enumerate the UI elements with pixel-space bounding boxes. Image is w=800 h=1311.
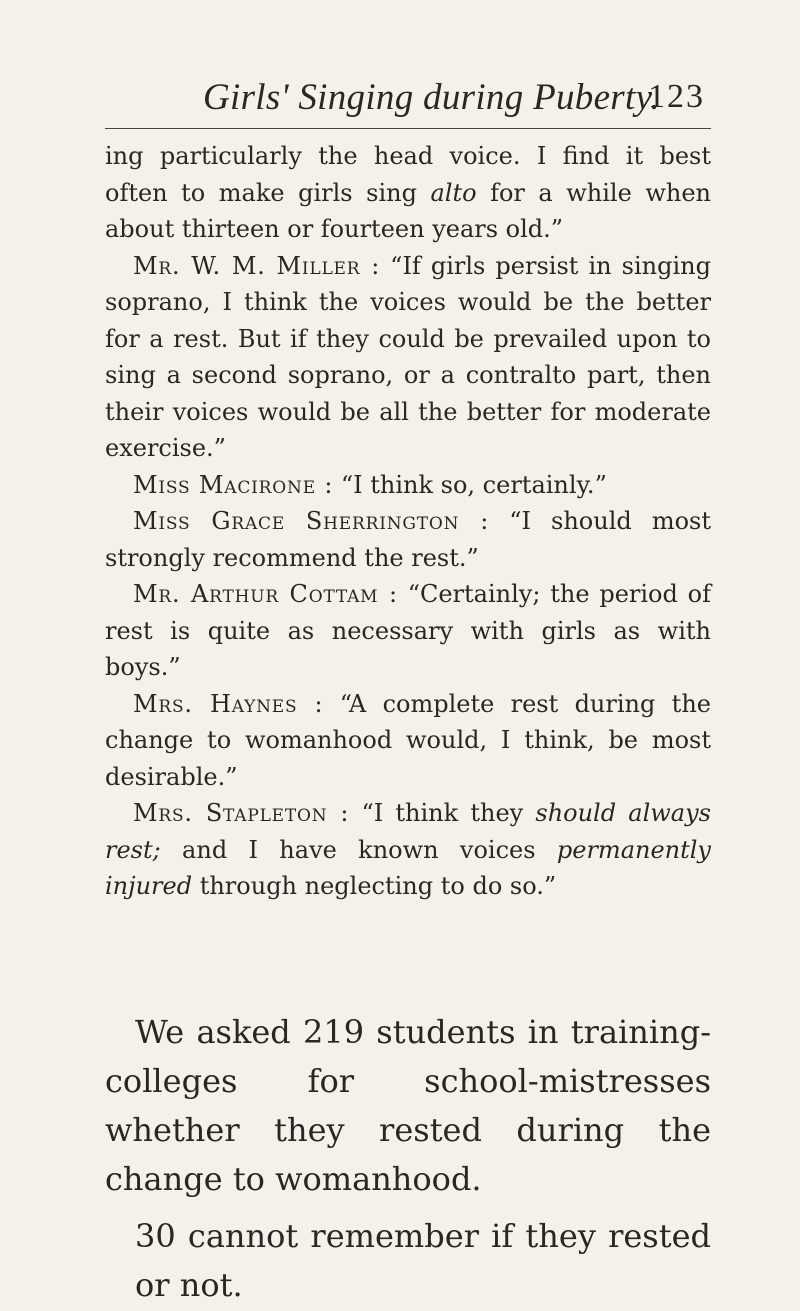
quote-haynes: Mrs. Haynes : “A complete rest during the change to womanhood would, I think, be most desirable.”: [105, 689, 711, 791]
emphasis-alto: alto: [430, 178, 477, 207]
quote-cottam: Mr. Arthur Cottam : “Certainly; the period of rest is quite as necessary with girls as with boys.”: [105, 580, 711, 681]
speaker-name: Miss Macirone :: [133, 470, 334, 499]
survey-paragraph: We asked 219 students in training-colleges for school-mistresses whether they rested during the change to womanhood.: [105, 1013, 711, 1198]
header-rule: [105, 128, 711, 129]
speaker-name: Mrs. Haynes :: [133, 689, 324, 718]
quote-miller: Mr. W. M. Miller : “If girls persist in singing soprano, I think the voices would be the better for a rest. But if they could be prevailed upon to sing a second soprano, or a contralto part, then their voices would be all the better for moderate exercise.”: [105, 251, 711, 462]
large-text-block: [105, 1008, 711, 1310]
quote-macirone: Miss Macirone : “I think so, certainly.”: [133, 470, 607, 499]
page-header: [105, 76, 705, 126]
quote-sherrington: Miss Grace Sherrington : “I should most strongly recommend the rest.”: [105, 507, 711, 572]
speaker-name: Mr. W. M. Miller :: [133, 251, 381, 280]
running-title: Girls' Singing during Puberty.: [203, 77, 660, 118]
speaker-name: Miss Grace Sherrington :: [133, 507, 490, 535]
speaker-name: Mrs. Stapleton :: [133, 799, 350, 827]
survey-result: 30 cannot remember if they rested or not.: [135, 1217, 711, 1304]
page-number: 123: [648, 78, 705, 115]
paragraph-continuation: ing particularly the head voice. I find it best often to make girls sing alto for a while when about thirteen or fourteen years old.”: [105, 142, 711, 243]
speaker-name: Mr. Arthur Cottam :: [133, 580, 398, 608]
body-text: [105, 138, 711, 905]
quote-stapleton: Mrs. Stapleton : “I think they should always rest; and I have known voices permanently injured through neglecting to do so.”: [105, 799, 711, 900]
